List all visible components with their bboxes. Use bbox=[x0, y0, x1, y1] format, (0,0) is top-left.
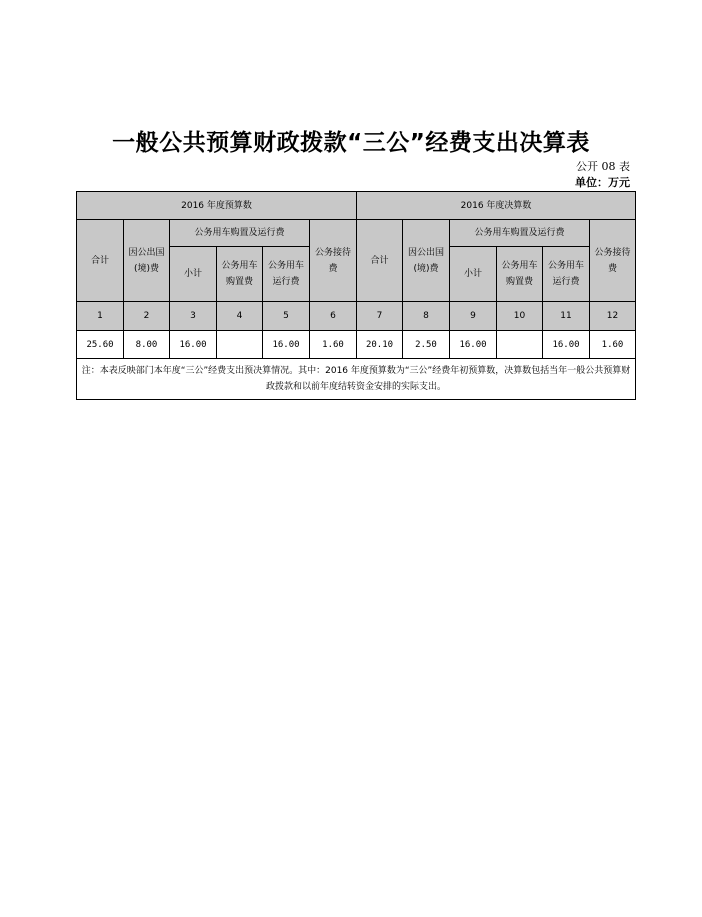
value-cell: 16.00 bbox=[263, 331, 310, 359]
table-row bbox=[77, 331, 636, 359]
budget-subtotal-header: 小计 bbox=[170, 247, 217, 302]
final-operation-header: 公务用车运行费 bbox=[543, 247, 590, 302]
expenditure-table bbox=[76, 191, 636, 400]
final-abroad-header: 因公出国(境)费 bbox=[403, 220, 450, 302]
value-cell: 16.00 bbox=[450, 331, 497, 359]
value-cell: 16.00 bbox=[170, 331, 217, 359]
column-number: 1 bbox=[77, 302, 124, 331]
final-vehicle-group-header: 公务用车购置及运行费 bbox=[450, 220, 590, 247]
budget-header: 2016 年度预算数 bbox=[77, 192, 357, 220]
budget-reception-header: 公务接待费 bbox=[310, 220, 357, 302]
final-reception-header: 公务接待费 bbox=[590, 220, 636, 302]
column-number: 12 bbox=[590, 302, 636, 331]
budget-purchase-header: 公务用车购置费 bbox=[217, 247, 263, 302]
form-number: 公开 08 表 bbox=[576, 160, 630, 173]
budget-abroad-header: 因公出国(境)费 bbox=[124, 220, 170, 302]
column-number-row bbox=[77, 302, 636, 331]
final-total-header: 合计 bbox=[357, 220, 403, 302]
table-note: 注：本表反映部门本年度“三公”经费支出预决算情况。其中：2016 年度预算数为“三公”经费年初预算数，决算数包括当年一般公共预算财政拨款和以前年度结转资金安排的实际支出。 bbox=[77, 359, 636, 400]
table-subheader-row bbox=[77, 220, 636, 247]
column-number: 6 bbox=[310, 302, 357, 331]
value-cell: 2.50 bbox=[403, 331, 450, 359]
value-cell: 8.00 bbox=[124, 331, 170, 359]
value-cell bbox=[497, 331, 543, 359]
column-number: 7 bbox=[357, 302, 403, 331]
column-number: 10 bbox=[497, 302, 543, 331]
table-header-row bbox=[77, 192, 636, 220]
value-cell: 25.60 bbox=[77, 331, 124, 359]
column-number: 8 bbox=[403, 302, 450, 331]
value-cell: 1.60 bbox=[590, 331, 636, 359]
column-number: 5 bbox=[263, 302, 310, 331]
budget-total-header: 合计 bbox=[77, 220, 124, 302]
final-subtotal-header: 小计 bbox=[450, 247, 497, 302]
unit-label: 单位：万元 bbox=[575, 176, 630, 189]
column-number: 9 bbox=[450, 302, 497, 331]
note-row bbox=[77, 359, 636, 400]
value-cell: 16.00 bbox=[543, 331, 590, 359]
final-header: 2016 年度决算数 bbox=[357, 192, 636, 220]
page-title: 一般公共预算财政拨款“三公”经费支出决算表 bbox=[112, 130, 590, 156]
column-number: 3 bbox=[170, 302, 217, 331]
column-number: 2 bbox=[124, 302, 170, 331]
column-number: 4 bbox=[217, 302, 263, 331]
budget-vehicle-group-header: 公务用车购置及运行费 bbox=[170, 220, 310, 247]
final-purchase-header: 公务用车购置费 bbox=[497, 247, 543, 302]
value-cell: 20.10 bbox=[357, 331, 403, 359]
value-cell bbox=[217, 331, 263, 359]
budget-operation-header: 公务用车运行费 bbox=[263, 247, 310, 302]
column-number: 11 bbox=[543, 302, 590, 331]
value-cell: 1.60 bbox=[310, 331, 357, 359]
